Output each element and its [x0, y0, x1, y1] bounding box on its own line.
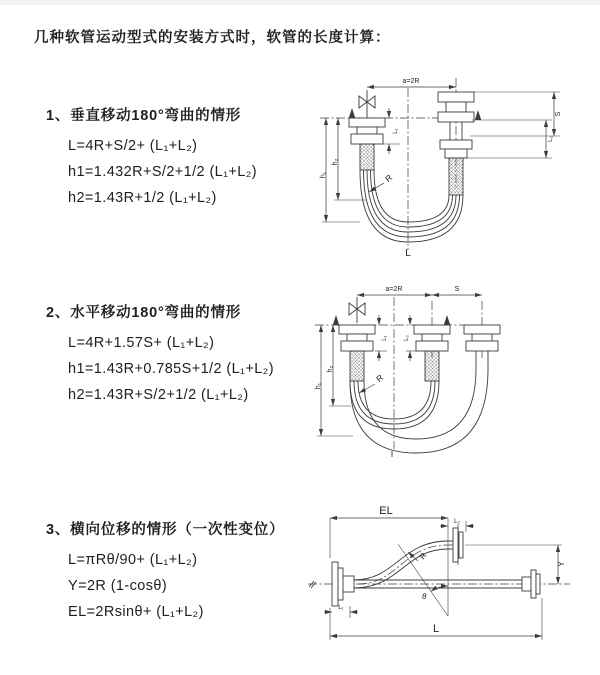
section-3 — [46, 520, 284, 631]
section-1-heading: 1、垂直移动180°弯曲的情形 — [46, 108, 242, 124]
section-1 — [46, 106, 257, 217]
radius-leader — [359, 384, 375, 393]
motion-arrow-up — [349, 108, 355, 118]
formula-y: Y=2R (1-cosθ) — [68, 578, 168, 594]
formula-el: EL=2Rsinθ+ (L₁+L₂) — [68, 604, 204, 620]
dimension-l1-label: L₁ — [338, 605, 344, 611]
extension-lines — [317, 406, 353, 436]
formula-h1: h1=1.432R+S/2+1/2 (L₁+L₂) — [68, 164, 258, 180]
page-title: 几种软管运动型式的安装方式时，软管的长度计算： — [34, 30, 391, 46]
formula-h2: h2=1.43R+S/2+1/2 (L₁+L₂) — [68, 387, 249, 403]
radius-label: R — [417, 551, 429, 562]
length-label: L — [405, 248, 411, 259]
dimension-l2-label: L₂ — [548, 136, 554, 142]
hose-s-curve — [354, 541, 453, 588]
braided-hose-section — [350, 351, 364, 381]
valve-icon — [359, 90, 375, 118]
braided-hose-section — [360, 144, 374, 170]
dimension-l1-label: L₁ — [382, 335, 388, 341]
dimension-h2-label: h₂ — [327, 365, 334, 373]
top-right-flange — [453, 528, 463, 562]
dimension-s-label: S — [454, 286, 460, 293]
diagram-vertical-bend — [308, 70, 593, 262]
dimension-a-label: a=2R — [402, 78, 420, 85]
formula-h2: h2=1.43R+1/2 (L₁+L₂) — [68, 190, 217, 206]
dimension-l-label: L — [432, 623, 440, 635]
hose-curves — [360, 170, 463, 242]
formula-l: L=4R+1.57S+ (L₁+L₂) — [68, 335, 215, 351]
dimension-h1-label: h₁ — [320, 171, 327, 179]
hose-curves-position-2 — [350, 369, 488, 453]
hose-curves-position-1 — [350, 381, 439, 429]
angle-label: θ — [422, 592, 427, 601]
valve-icon — [349, 297, 365, 323]
dimension-l2-label: L₂ — [404, 335, 410, 341]
dimension-h1-label: h₁ — [315, 382, 322, 390]
left-fitting — [339, 325, 375, 381]
braided-hose-section — [425, 351, 439, 381]
dimension-s-label: S — [555, 111, 562, 117]
dimension-l1-label: L₁ — [393, 128, 399, 134]
section-2 — [46, 303, 274, 414]
formula-l: L=πRθ/90+ (L₁+L₂) — [68, 552, 198, 568]
motion-arrow-up — [444, 315, 450, 325]
dimension-h2-label: h₂ — [332, 158, 339, 166]
formula-h1: h1=1.43R+0.785S+1/2 (L₁+L₂) — [68, 361, 274, 377]
centerline-break-mark — [309, 581, 316, 588]
middle-fitting — [414, 325, 450, 381]
extension-lines — [322, 200, 366, 222]
left-flange — [332, 562, 354, 606]
motion-arrow-up — [333, 315, 339, 325]
radius-label: R — [383, 172, 395, 185]
scan-edge — [0, 0, 600, 5]
dimension-l2-label: L₂ — [454, 519, 460, 525]
angle-arc — [431, 586, 448, 591]
dimension-el-label: EL — [379, 505, 393, 517]
dimension-a-label: a=2R — [385, 286, 403, 293]
left-fitting — [349, 118, 385, 170]
radius-label: R — [374, 372, 386, 385]
braided-hose-section — [449, 158, 463, 195]
section-2-heading: 2、水平移动180°弯曲的情形 — [46, 305, 242, 321]
dimension-y-label: Y — [557, 561, 566, 567]
formula-l: L=4R+S/2+ (L₁+L₂) — [68, 138, 198, 154]
right-fitting — [438, 92, 474, 195]
diagram-lateral-shift — [298, 498, 598, 658]
motion-arrow-up — [475, 110, 481, 120]
right-flange — [522, 570, 540, 598]
diagram-horizontal-bend — [303, 281, 600, 471]
section-3-heading: 3、横向位移的情形（一次性变位） — [46, 522, 285, 538]
right-fitting — [464, 325, 500, 369]
